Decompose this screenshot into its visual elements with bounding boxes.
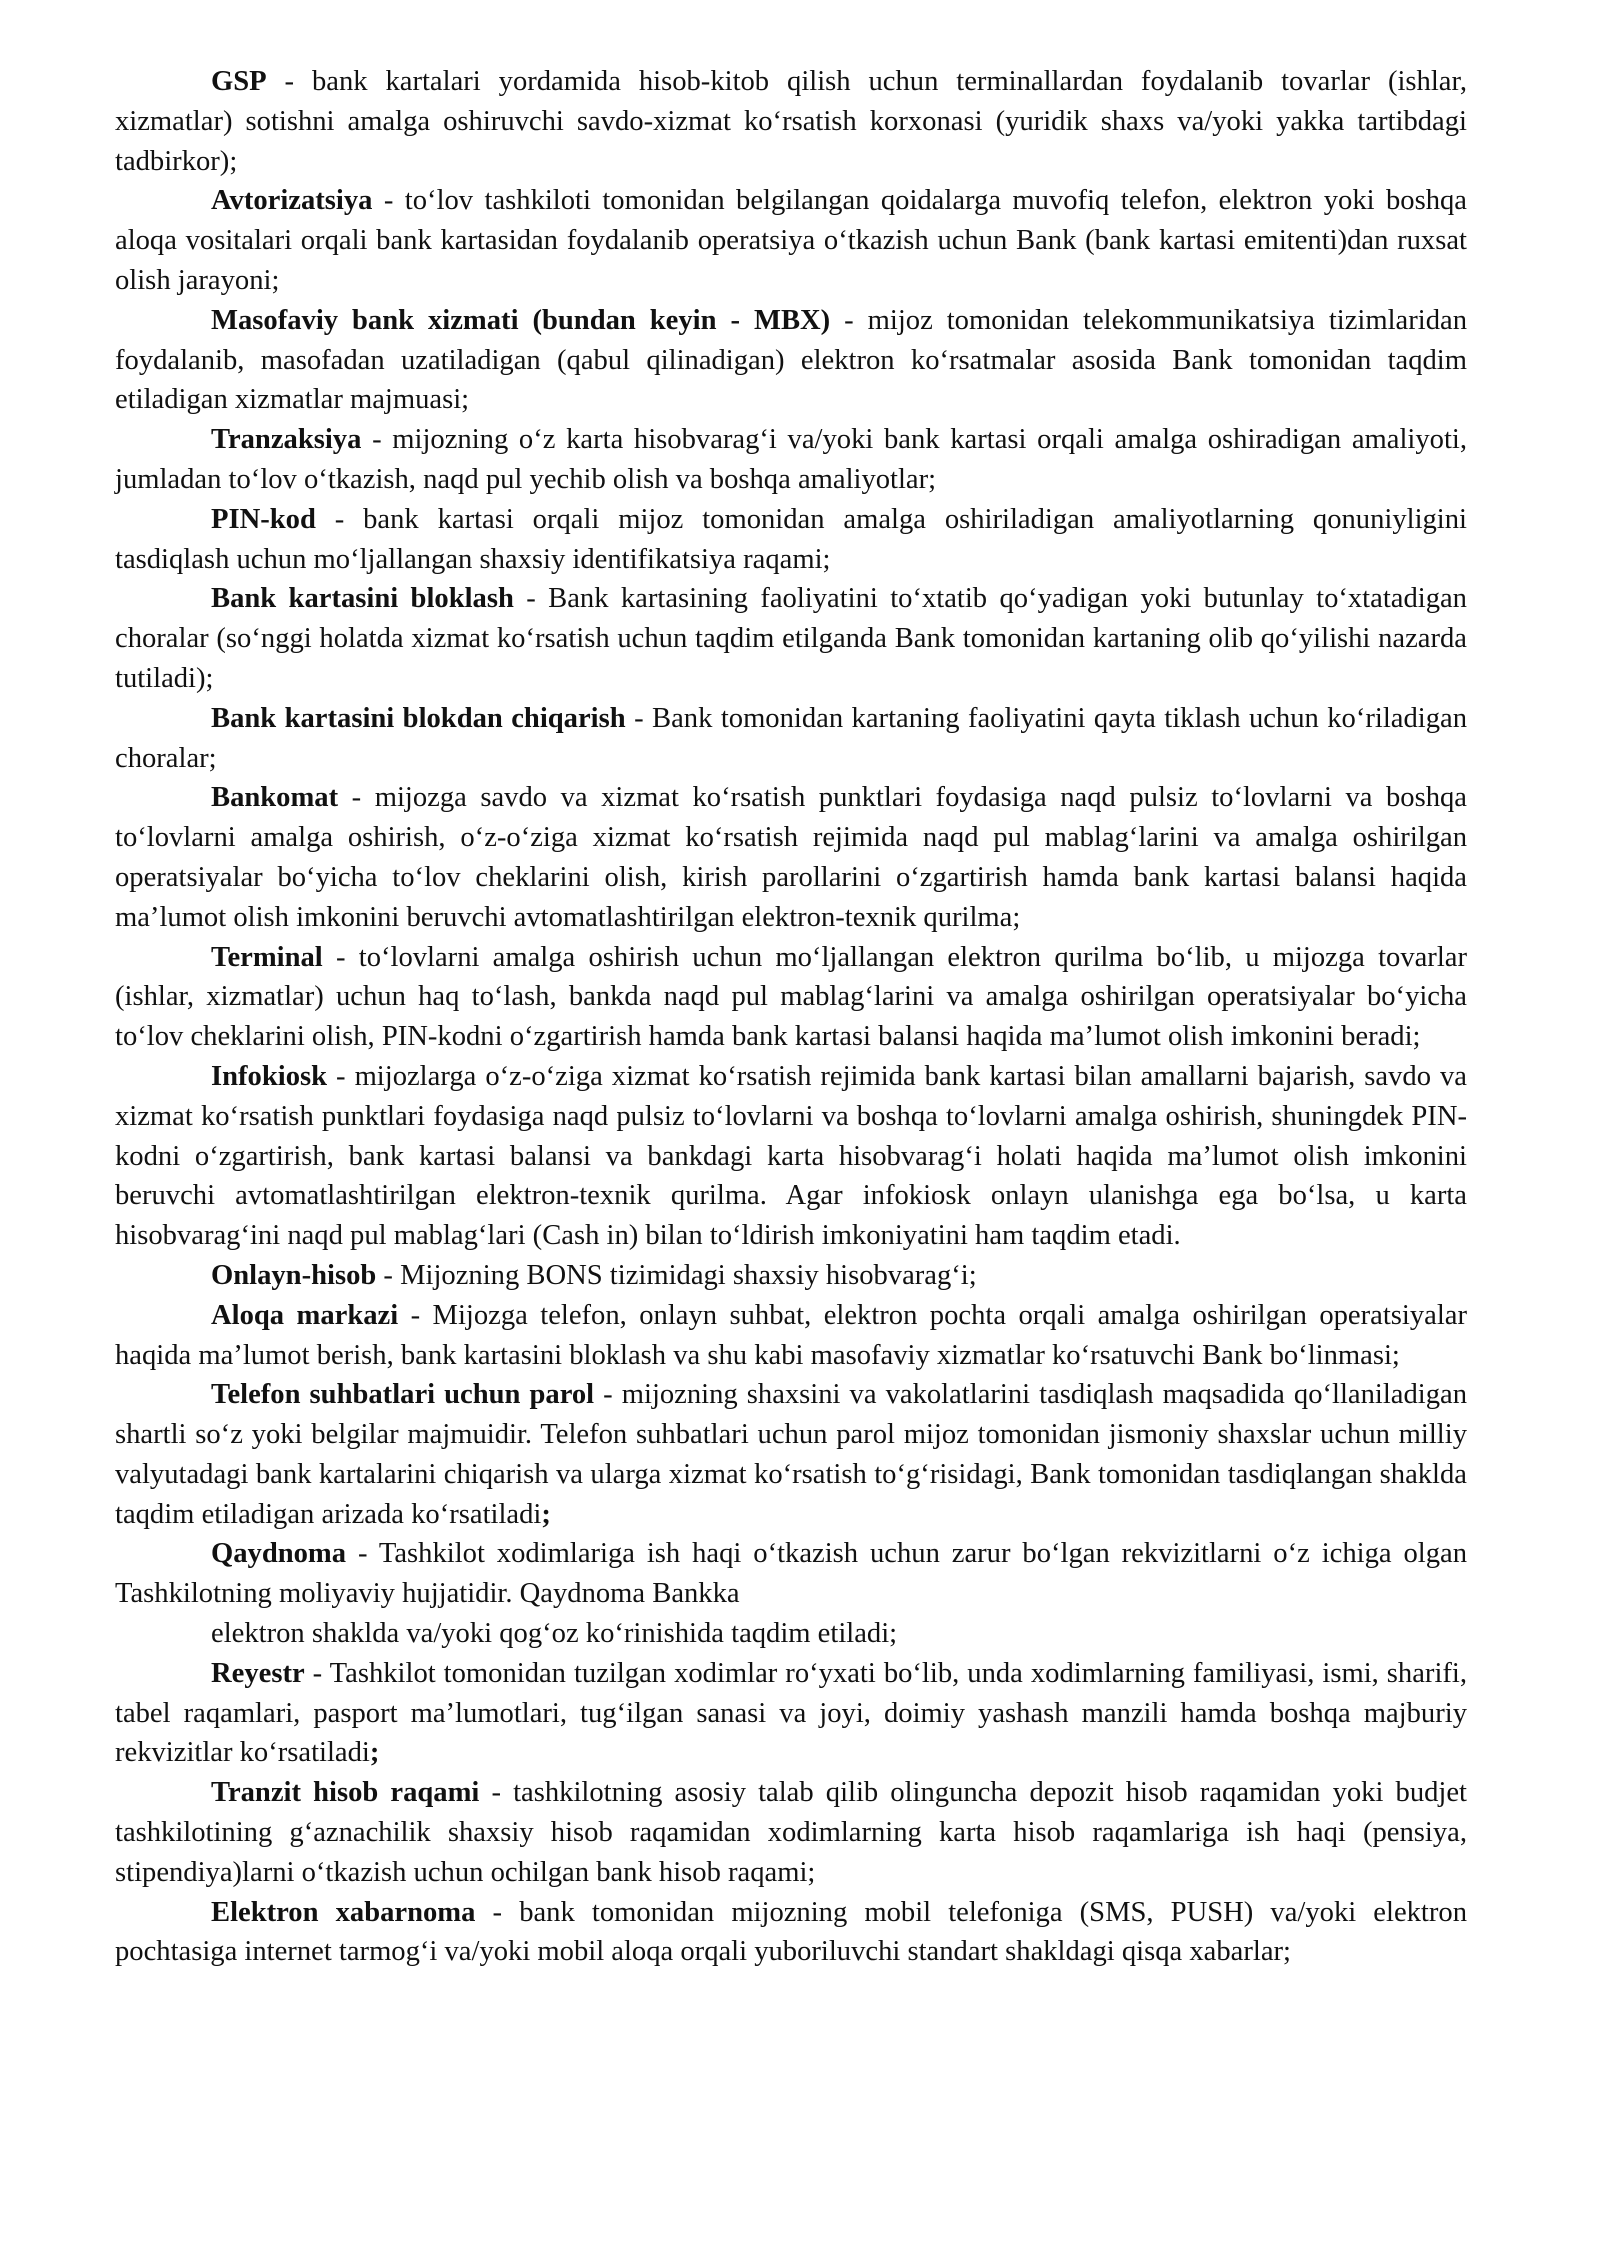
definition-term: Tranzit hisob raqami [211,1777,480,1809]
definition-onlayn-hisob [115,1256,1467,1296]
definition-mbx [115,301,1467,420]
definition-text: - mijozning o‘z karta hisobvarag‘i va/yoki bank kartasi orqali amalga oshiradigan amaliyoti, jumladan to‘lov o‘tkazish, naqd pul yechib olish va boshqa amaliyotlar; [115,424,1467,495]
definition-elektron-xabarnoma [115,1893,1467,1973]
definition-bankomat [115,778,1467,937]
definition-text: - mijozlarga o‘z-o‘ziga xizmat ko‘rsatish rejimida bank kartasi bilan amallarni bajarish, savdo va xizmat ko‘rsatish punktlari foydasiga naqd pulsiz to‘lovlarni va boshqa to‘lovlarni amalga oshirish, shuningdek PIN-kodni o‘zgartirish, bank kartasi balansi va bankdagi karta hisobvarag‘i holati haqida ma’lumot olish imkonini beruvchi avtomatlashtirilgan elektron-texnik qurilma. Agar infokiosk onlayn ulanishga ega bo‘lsa, u karta hisobvarag‘ini naqd pul mablag‘lari (Cash in) bilan to‘ldirish imkoniyatini ham taqdim etadi. [115,1060,1467,1252]
definition-text: - Mijozga telefon, onlayn suhbat, elektron pochta orqali amalga oshirilgan operatsiyalar haqida ma’lumot berish, bank kartasini bloklash va shu kabi masofaviy xizmatlar ko‘rsatuvchi Bank bo‘linmasi; [115,1299,1468,1371]
definition-text: - to‘lov tashkiloti tomonidan belgilangan qoidalarga muvofiq telefon, elektron yoki boshqa aloqa vositalari orqali bank kartasidan foydalanib operatsiya o‘tkazish uchun Bank (bank kartasi emitenti)dan ruxsat olish jarayoni; [115,185,1467,296]
definition-text: - Bank kartasining faoliyatini to‘xtatib qo‘yadigan yoki butunlay to‘xtatadigan choralar (so‘nggi holatda xizmat ko‘rsatish uchun taqdim etilganda Bank tomonidan kartaning olib qo‘yilishi nazarda tutiladi); [115,583,1467,694]
definition-text: - mijozga savdo va xizmat ko‘rsatish punktlari foydasiga naqd pulsiz to‘lovlarni va boshqa to‘lovlarni amalga oshirish, o‘z-o‘ziga xizmat ko‘rsatish rejimida naqd pul mablag‘larini va amalga oshirilgan operatsiyalar bo‘yicha to‘lov cheklarini olish, kirish parollarini o‘zgartirish hamda bank kartasi balansi haqida ma’lumot olish imkonini beruvchi avtomatlashtirilgan elektron-texnik qurilma; [115,782,1467,933]
definition-aloqa-markazi [115,1296,1467,1376]
definition-reyestr [115,1654,1467,1773]
definition-term: Onlayn-hisob [211,1259,377,1291]
definition-terminal [115,938,1467,1057]
definition-avtorizatsiya [115,181,1467,300]
definition-tail: ; [369,1737,380,1769]
definition-term: Bank kartasini blokdan chiqarish [211,702,626,734]
definition-text: - Tashkilot tomonidan tuzilgan xodimlar ro‘yxati bo‘lib, unda xodimlarning familiyasi, ismi, sharifi, tabel raqamlari, pasport ma’lumotlari, tug‘ilgan sanasi va joyi, doimiy yashash manzili hamda boshqa majburiy rekvizitlar ko‘rsatiladi [115,1657,1467,1769]
definition-text: - Bank tomonidan kartaning faoliyatini qayta tiklash uchun ko‘riladigan choralar; [115,702,1467,774]
definition-tranzaksiya [115,420,1467,500]
definition-term: Elektron xabarnoma [211,1896,476,1928]
definition-tail: ; [541,1498,551,1530]
definition-infokiosk [115,1057,1467,1256]
definition-term: Terminal [211,941,323,973]
definition-term: Reyestr [211,1657,305,1689]
definition-telefon-parol [115,1375,1467,1534]
definition-text: - mijoz tomonidan telekommunikatsiya tizimlaridan foydalanib, masofadan uzatiladigan (qabul qilinadigan) elektron ko‘rsatmalar asosida Bank tomonidan taqdim etiladigan xizmatlar majmuasi; [115,304,1467,416]
definition-pin-kod [115,500,1467,580]
definition-term: Avtorizatsiya [211,185,373,217]
definition-text: - Mijozning BONS tizimidagi shaxsiy hisobvarag‘i; [376,1259,977,1291]
definition-text: - mijozning shaxsini va vakolatlarini tasdiqlash maqsadida qo‘llaniladigan shartli so‘z yoki belgilar majmuidir. Telefon suhbatlari uchun parol mijoz tomonidan jismoniy shaxslar uchun milliy valyutadagi bank kartalarini chiqarish va ularga xizmat ko‘rsatish to‘g‘risidagi, Bank tomonidan tasdiqlangan shaklda taqdim etiladigan arizada ko‘rsatiladi [115,1379,1468,1530]
definition-term: PIN-kod [211,503,316,535]
definition-term: GSP [211,66,267,97]
document-page [115,62,1467,1972]
definition-term: Masofaviy bank xizmati (bundan keyin - MBX) [211,304,831,336]
definition-blokdan-chiqarish [115,699,1467,779]
definition-bank-kartasini-bloklash [115,579,1467,698]
definition-term: Qaydnoma [211,1538,347,1570]
definition-text: - tashkilotning asosiy talab qilib olinguncha depozit hisob raqamidan yoki budjet tashkilotining g‘aznachilik shaxsiy hisob raqamidan xodimlarning karta hisob raqamlariga ish haqi (pensiya, stipendiya)larni o‘tkazish uchun ochilgan bank hisob raqami; [115,1777,1468,1888]
definition-text: elektron shaklda va/yoki qog‘oz ko‘rinishida taqdim etiladi; [211,1618,898,1650]
definition-text: - bank kartasi orqali mijoz tomonidan amalga oshiriladigan amaliyotlarning qonuniyligini tasdiqlash uchun mo‘ljallangan shaxsiy identifikatsiya raqami; [115,503,1467,575]
definition-term: Bank kartasini bloklash [211,583,514,615]
definition-text: - bank kartalari yordamida hisob-kitob qilish uchun terminallardan foydalanib tovarlar (ishlar, xizmatlar) sotishni amalga oshiruvchi savdo-xizmat ko‘rsatish korxonasi (yuridik shaxs va/yoki yakka tartibdagi tadbirkor); [115,66,1467,177]
definition-text: - Tashkilot xodimlariga ish haqi o‘tkazish uchun zarur bo‘lgan rekvizitlarni o‘z ichiga olgan Tashkilotning moliyaviy hujjatidir. Qaydnoma Bankka [115,1538,1467,1610]
definition-term: Bankomat [211,782,339,814]
definition-text: - bank tomonidan mijozning mobil telefoniga (SMS, PUSH) va/yoki elektron pochtasiga internet tarmog‘i va/yoki mobil aloqa orqali yuboriluvchi standart shakldagi qisqa xabarlar; [115,1896,1467,1968]
definition-text: - to‘lovlarni amalga oshirish uchun mo‘ljallangan elektron qurilma bo‘lib, u mijozga tovarlar (ishlar, xizmatlar) uchun haq to‘lash, bankda naqd pul mablag‘larini va amalga oshirilgan operatsiyalar bo‘yicha to‘lov cheklarini olish, PIN-kodni o‘zgartirish hamda bank kartasi balansi haqida ma’lumot olish imkonini beradi; [115,941,1467,1053]
definition-gsp [115,62,1467,181]
definition-term: Infokiosk [211,1060,328,1092]
definition-tranzit-hisob-raqami [115,1773,1467,1892]
definition-qaydnoma [115,1534,1467,1614]
definition-qaydnoma-continuation [115,1614,1467,1654]
definition-term: Tranzaksiya [211,424,362,456]
definition-term: Aloqa markazi [211,1299,399,1331]
definition-term: Telefon suhbatlari uchun parol [211,1379,595,1411]
